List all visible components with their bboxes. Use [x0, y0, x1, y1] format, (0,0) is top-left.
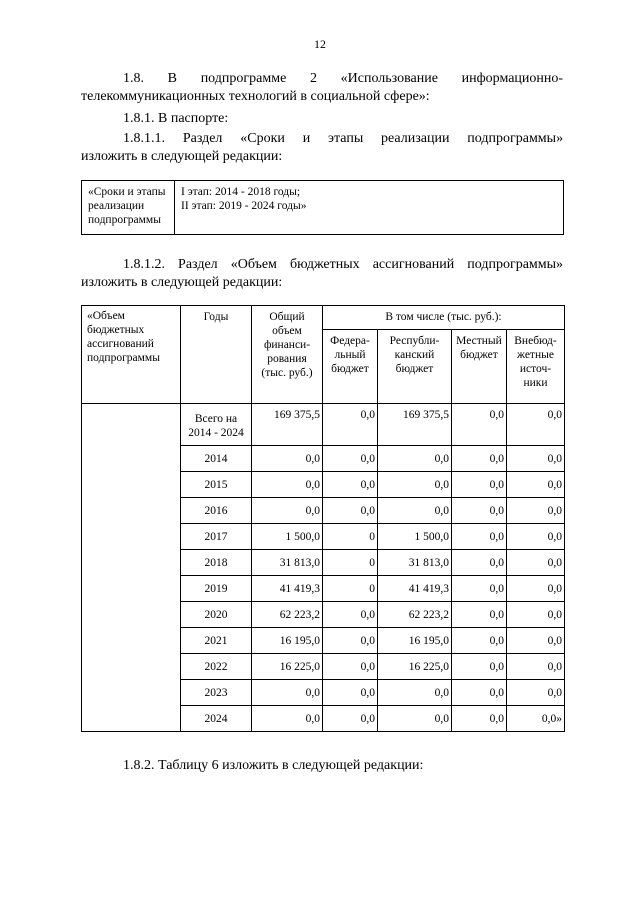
republic-header	[378, 330, 452, 404]
republic-cell: 0,0	[378, 498, 452, 524]
extra-cell: 0,0	[507, 628, 565, 654]
paragraph-1-8	[81, 70, 563, 88]
word: 1.8.1.2.	[123, 257, 165, 272]
year-cell	[181, 404, 252, 446]
total-cell: 0,0	[252, 498, 323, 524]
extra-header	[507, 330, 565, 404]
table-header-row	[82, 306, 565, 330]
paragraph-1-8-2: 1.8.2. Таблицу 6 изложить в следующей редакции:	[123, 758, 424, 773]
local-cell: 0,0	[452, 576, 507, 602]
total-cell: 0,0	[252, 446, 323, 472]
year-line: Всего на	[194, 413, 238, 425]
extra-cell: 0,0»	[507, 706, 565, 732]
label-line: подпрограммы	[87, 352, 160, 364]
local-cell: 0,0	[452, 498, 507, 524]
federal-cell: 0,0	[323, 654, 378, 680]
paragraph-1-8-1-1-line-1	[123, 130, 563, 148]
paragraph-1-8-1-2-line-1	[123, 256, 563, 274]
label-spacer-cell	[82, 404, 181, 732]
paragraph-1-8-line-1	[123, 70, 563, 88]
extra-cell: 0,0	[507, 654, 565, 680]
stage-line: I этап: 2014 - 2018 годы;	[181, 186, 301, 198]
header-line: Местный	[456, 335, 502, 347]
paragraph-1-8-1: 1.8.1. В паспорте:	[123, 111, 229, 126]
total-cell: 31 813,0	[252, 550, 323, 576]
budget-table	[81, 305, 565, 732]
word: подпрограммы»	[467, 257, 564, 272]
paragraph-1-8-1-2	[81, 256, 563, 274]
label-line: «Сроки и этапы	[88, 186, 166, 198]
header-line: бюджет	[460, 349, 498, 361]
header-line: бюджет	[331, 363, 369, 375]
extra-cell: 0,0	[507, 446, 565, 472]
total-cell: 0,0	[252, 706, 323, 732]
word: бюджетных	[289, 257, 360, 272]
header-line: объем	[272, 325, 302, 337]
word: и	[302, 131, 311, 146]
local-cell: 0,0	[452, 680, 507, 706]
year-cell: 2017	[181, 524, 252, 550]
federal-cell: 0,0	[323, 706, 378, 732]
label-line: «Объем	[87, 310, 125, 322]
republic-cell: 0,0	[378, 706, 452, 732]
extra-cell: 0,0	[507, 404, 565, 446]
word: подпрограмме	[200, 71, 287, 86]
extra-cell: 0,0	[507, 576, 565, 602]
header-line: финанси-	[263, 339, 311, 351]
header-line: рования	[267, 353, 307, 365]
total-header	[252, 306, 323, 404]
year-cell: 2014	[181, 446, 252, 472]
total-cell: 0,0	[252, 472, 323, 498]
header-line: жетные	[517, 349, 554, 361]
federal-cell: 0,0	[323, 680, 378, 706]
word: 2	[309, 71, 317, 86]
extra-cell: 0,0	[507, 524, 565, 550]
year-cell: 2022	[181, 654, 252, 680]
year-cell: 2016	[181, 498, 252, 524]
header-line: (тыс. руб.)	[261, 367, 313, 379]
local-cell: 0,0	[452, 602, 507, 628]
header-line: Федера-	[330, 335, 370, 347]
word: этапы	[328, 131, 364, 146]
header-line: Общий	[269, 311, 305, 323]
table-row	[82, 181, 564, 235]
year-line: 2014 - 2024	[188, 427, 244, 439]
header-line: Республи-	[389, 335, 440, 347]
republic-cell: 0,0	[378, 680, 452, 706]
republic-cell: 31 813,0	[378, 550, 452, 576]
extra-cell: 0,0	[507, 472, 565, 498]
federal-cell: 0,0	[323, 628, 378, 654]
year-cell: 2020	[181, 602, 252, 628]
republic-cell: 169 375,5	[378, 404, 452, 446]
republic-cell: 0,0	[378, 472, 452, 498]
word: 1.8.1.1.	[123, 131, 165, 146]
header-line: льный	[334, 349, 366, 361]
republic-cell: 41 419,3	[378, 576, 452, 602]
table-row	[82, 404, 565, 446]
extra-cell: 0,0	[507, 498, 565, 524]
word: подпрограммы»	[467, 131, 564, 146]
page-number: 12	[314, 37, 326, 51]
year-cell: 2023	[181, 680, 252, 706]
word: ассигнований	[372, 257, 455, 272]
extra-cell: 0,0	[507, 602, 565, 628]
header-line: бюджет	[395, 363, 434, 375]
stages-label-cell	[82, 181, 175, 235]
word: Раздел	[182, 131, 223, 146]
header-line: канский	[394, 349, 435, 361]
word: реализации	[381, 131, 450, 146]
total-cell: 16 225,0	[252, 654, 323, 680]
republic-cell: 0,0	[378, 446, 452, 472]
republic-cell: 1 500,0	[378, 524, 452, 550]
federal-cell: 0,0	[323, 602, 378, 628]
label-line: бюджетных	[87, 324, 145, 336]
federal-header	[323, 330, 378, 404]
federal-cell: 0,0	[323, 498, 378, 524]
word: Раздел	[178, 257, 218, 272]
local-cell: 0,0	[452, 628, 507, 654]
extra-cell: 0,0	[507, 550, 565, 576]
federal-cell: 0,0	[323, 446, 378, 472]
word: информационно-	[461, 71, 564, 86]
total-cell: 1 500,0	[252, 524, 323, 550]
year-cell: 2015	[181, 472, 252, 498]
year-cell: 2021	[181, 628, 252, 654]
local-cell: 0,0	[452, 472, 507, 498]
total-cell: 16 195,0	[252, 628, 323, 654]
paragraph-1-8-line-2: телекоммуникационных технологий в социальной сфере»:	[81, 89, 430, 104]
header-line: Внебюд-	[514, 335, 557, 347]
local-header	[452, 330, 507, 404]
federal-cell: 0	[323, 550, 378, 576]
word: «Использование	[340, 71, 438, 86]
label-line: ассигнований	[87, 338, 154, 350]
total-cell: 169 375,5	[252, 404, 323, 446]
total-cell: 62 223,2	[252, 602, 323, 628]
budget-label-cell	[82, 306, 181, 404]
years-header: Годы	[181, 306, 252, 404]
republic-cell: 62 223,2	[378, 602, 452, 628]
year-cell: 2019	[181, 576, 252, 602]
total-cell: 0,0	[252, 680, 323, 706]
federal-cell: 0,0	[323, 472, 378, 498]
local-cell: 0,0	[452, 706, 507, 732]
word: В	[167, 71, 178, 86]
federal-cell: 0	[323, 524, 378, 550]
year-cell: 2024	[181, 706, 252, 732]
paragraph-1-8-1-2-line-2: изложить в следующей редакции:	[81, 275, 283, 290]
local-cell: 0,0	[452, 550, 507, 576]
local-cell: 0,0	[452, 446, 507, 472]
year-cell: 2018	[181, 550, 252, 576]
word: «Сроки	[240, 131, 285, 146]
including-header: В том числе (тыс. руб.):	[323, 306, 565, 330]
label-line: реализации	[88, 200, 145, 212]
header-line: источ-	[519, 363, 552, 375]
word: «Объем	[230, 257, 277, 272]
local-cell: 0,0	[452, 524, 507, 550]
total-cell: 41 419,3	[252, 576, 323, 602]
label-line: подпрограммы	[88, 214, 161, 226]
paragraph-1-8-1-1	[81, 130, 563, 148]
federal-cell: 0	[323, 576, 378, 602]
header-line: ники	[523, 377, 548, 389]
word: 1.8.	[123, 71, 144, 86]
stages-value-cell	[175, 181, 564, 235]
local-cell: 0,0	[452, 654, 507, 680]
republic-cell: 16 195,0	[378, 628, 452, 654]
federal-cell: 0,0	[323, 404, 378, 446]
stages-table	[81, 180, 564, 235]
republic-cell: 16 225,0	[378, 654, 452, 680]
paragraph-1-8-1-1-line-2: изложить в следующей редакции:	[81, 149, 283, 164]
extra-cell: 0,0	[507, 680, 565, 706]
local-cell: 0,0	[452, 404, 507, 446]
stage-line: II этап: 2019 - 2024 годы»	[181, 200, 307, 212]
